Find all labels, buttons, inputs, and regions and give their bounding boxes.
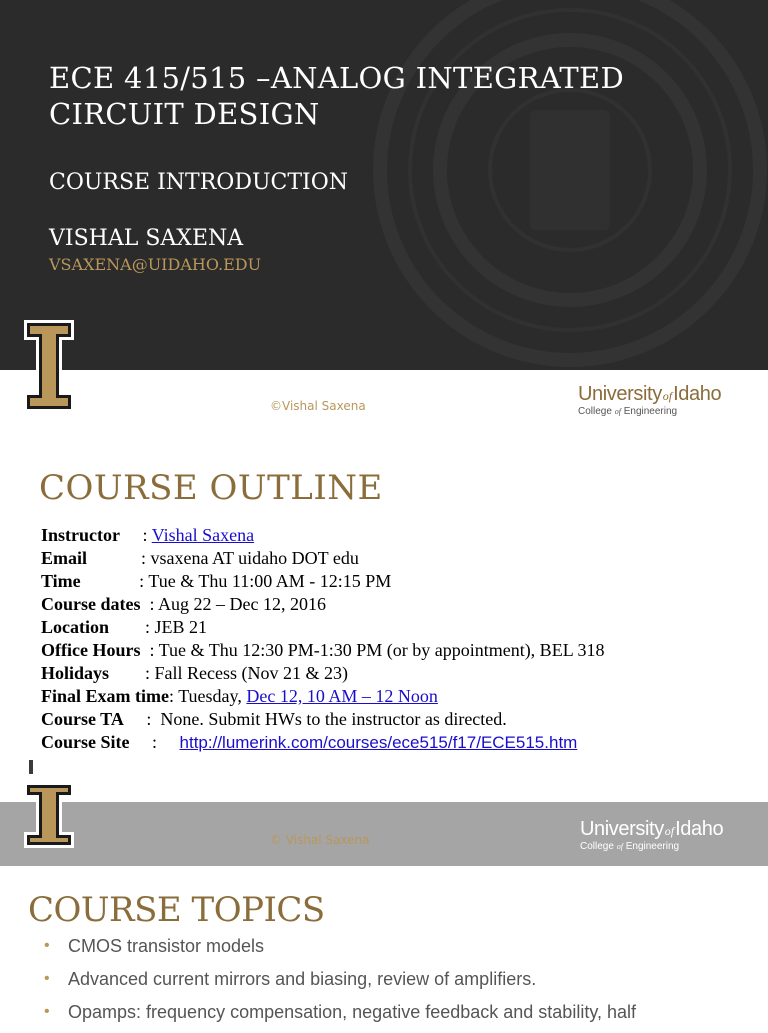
university-seal-watermark [360,0,768,370]
outline-value: Aug 22 – Dec 12, 2016 [158,594,326,614]
title-slide [0,0,768,370]
logo-college-word: College [580,841,614,852]
outline-label: Holidays [41,663,110,683]
outline-separator: : [109,663,155,683]
logo-wordmark [578,384,721,404]
topic-text: Opamps: frequency compensation, negative feedback and stability, half [68,1002,637,1022]
presentation-subtitle: COURSE INTRODUCTION [49,170,348,195]
outline-row-office-hours [41,639,761,662]
list-item [44,967,764,1000]
title-line-1: ECE 415/515 –ANALOG INTEGRATED [49,61,625,95]
logo-college-line [580,842,723,852]
outline-separator: : [140,594,159,614]
slide-edge-marker [29,760,33,774]
logo-university-word: University [580,818,664,840]
course-site-link[interactable]: http://lumerink.com/courses/ece515/f17/ECE515.htm [179,733,578,752]
outline-separator: : [169,686,179,706]
logo-engineering-word: Engineering [623,406,678,417]
university-of-idaho-logo [580,819,723,852]
outline-value: Tue & Thu 11:00 AM - 12:15 PM [148,571,392,591]
outline-label: Course dates [41,594,141,614]
outline-label: Time [41,571,81,591]
logo-college-word: College [578,406,612,417]
outline-separator: : [109,617,155,637]
course-outline-list [41,524,761,754]
topic-text: CMOS transistor models [68,936,265,956]
logo-wordmark [580,819,723,839]
outline-separator: : [80,571,149,591]
outline-row-email [41,547,761,570]
bullet-icon: • [44,937,50,954]
logo-of-word: of [664,824,675,838]
list-item [44,1000,764,1033]
author-name: VISHAL SAXENA [49,226,244,251]
outline-label: Final Exam time [41,686,169,706]
title-line-2: CIRCUIT DESIGN [49,97,320,131]
logo-college-of: of [616,842,623,851]
bullet-icon: • [44,1003,50,1020]
outline-row-course-ta [41,708,761,731]
logo-college-line [578,407,721,417]
logo-university-word: University [578,383,662,405]
course-topics-heading: COURSE TOPICS [28,890,325,930]
outline-label: Office Hours [41,640,141,660]
outline-label: Email [41,548,88,568]
outline-row-time [41,570,761,593]
outline-row-course-site [41,731,761,754]
university-of-idaho-logo [578,384,721,417]
outline-value: Fall Recess (Nov 21 & 23) [154,663,349,683]
logo-idaho-word: Idaho [673,383,722,405]
outline-separator: : [123,709,161,729]
presentation-title [49,60,689,132]
logo-college-of: of [614,407,621,416]
logo-of-word: of [662,389,673,403]
list-item [44,934,764,967]
outline-label: Course TA [41,709,124,729]
idaho-i-logo [24,320,74,412]
outline-label: Course Site [41,732,130,752]
outline-value: None. Submit HWs to the instructor as directed. [160,709,507,729]
outline-separator: : [87,548,151,568]
outline-label: Location [41,617,110,637]
outline-row-final-exam [41,685,761,708]
slide2-footer-bar [0,802,768,866]
outline-separator: : [120,525,152,545]
outline-row-holidays [41,662,761,685]
author-email: VSAXENA@UIDAHO.EDU [49,255,262,274]
logo-idaho-word: Idaho [675,818,724,840]
bullet-icon: • [44,970,50,987]
outline-value: JEB 21 [154,617,208,637]
course-topics-list [44,934,764,1033]
outline-row-location [41,616,761,639]
instructor-link[interactable]: Vishal Saxena [151,525,255,545]
outline-row-instructor [41,524,761,547]
footer-copyright: © Vishal Saxena [270,833,370,847]
topic-text: Advanced current mirrors and biasing, review of amplifiers. [68,969,537,989]
outline-separator: : [129,732,180,752]
outline-value: Tuesday, [178,686,247,706]
outline-label: Instructor [41,525,120,545]
outline-separator: : [140,640,159,660]
final-exam-link[interactable]: Dec 12, 10 AM – 12 Noon [246,686,438,706]
outline-row-course-dates [41,593,761,616]
course-outline-heading: COURSE OUTLINE [39,468,383,508]
footer-copyright: ©Vishal Saxena [270,399,366,413]
outline-value: Tue & Thu 12:30 PM-1:30 PM (or by appointment), BEL 318 [158,640,605,660]
outline-value: vsaxena AT uidaho DOT edu [150,548,359,568]
idaho-i-logo [24,782,74,848]
logo-engineering-word: Engineering [625,841,680,852]
